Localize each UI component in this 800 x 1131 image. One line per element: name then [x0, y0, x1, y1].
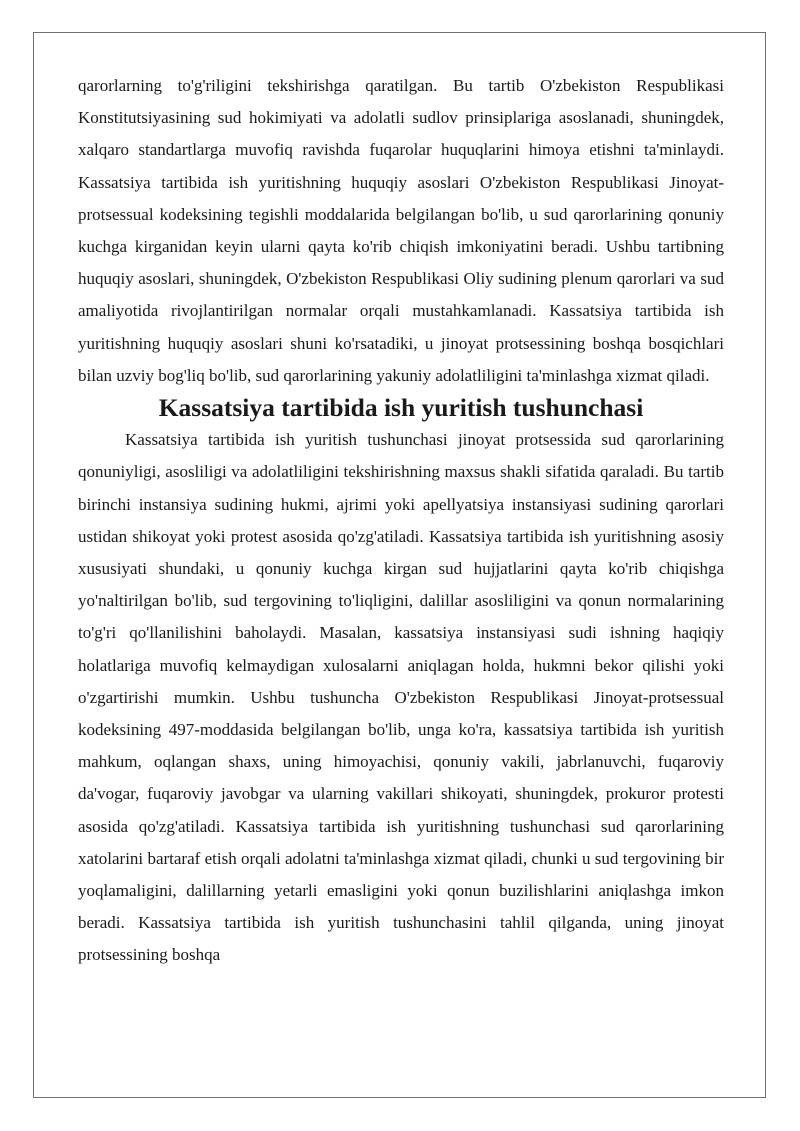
paragraph-cassation-concept: Kassatsiya tartibida ish yuritish tushunchasi jinoyat protsessida sud qarorlarining qonuniyligi, asosliligi va adolatliligini tekshirishning maxsus shakli sifatida qaraladi. Bu tartib birinchi instansiya sudining hukmi, ajrimi yoki apellyatsiya instansiyasi sudining qarorlari ustidan shikoyat yoki protest asosida qo'zg'atiladi. Kassatsiya tartibida ish yuritishning asosiy xususiyati shundaki, u qonuniy kuchga kirgan sud hujjatlarini qayta ko'rib chiqishga yo'naltirilgan bo'lib, sud tergovining to'liqligini, dalillar asosliligini va qonun normalarining to'g'ri qo'llanilishini baholaydi. Masalan, kassatsiya instansiyasi sudi ishning haqiqiy holatlariga muvofiq kelmaydigan xulosalarni aniqlagan holda, hukmni bekor qilishi yoki o'zgartirishi mumkin. Ushbu tushuncha O'zbekiston Respublikasi Jinoyat-protsessual kodeksining 497-moddasida belgilangan bo'lib, unga ko'ra, kassatsiya tartibida ish yuritish mahkum, oqlangan shaxs, uning himoyachisi, qonuniy vakili, jabrlanuvchi, fuqaroviy da'vogar, fuqaroviy javobgar va ularning vakillari shikoyati, shuningdek, prokuror protesti asosida qo'zg'atiladi. Kassatsiya tartibida ish yuritishning tushunchasi sud qarorlarining xatolarini bartaraf etish orqali adolatni ta'minlashga xizmat qiladi, chunki u sud tergovining bir yoqlamaligini, dalillarning yetarli emasligini yoki qonun buzilishlarini aniqlashga imkon beradi. Kassatsiya tartibida ish yuritish tushunchasini tahlil qilganda, uning jinoyat protsessining boshqa: [78, 430, 724, 965]
section-heading: Kassatsiya tartibida ish yuritish tushunchasi: [158, 393, 644, 423]
document-body: [78, 70, 724, 972]
paragraph-legal-basis: qarorlarning to'g'riligini tekshirishga qaratilgan. Bu tartib O'zbekiston Respublikasi Konstitutsiyasining sud hokimiyati va adolatli sudlov prinsiplariga asoslanadi, shuningdek, xalqaro standartlarga muvofiq ravishda fuqarolar huquqlarini himoya etishni ta'minlaydi. Kassatsiya tartibida ish yuritishning huquqiy asoslari O'zbekiston Respublikasi Jinoyat-protsessual kodeksining tegishli moddalarida belgilangan bo'lib, u sud qarorlarining qonuniy kuchga kirganidan keyin ularni qayta ko'rib chiqish imkoniyatini beradi. Ushbu tartibning huquqiy asoslari, shuningdek, O'zbekiston Respublikasi Oliy sudining plenum qarorlari va sud amaliyotida rivojlantirilgan normalar orqali mustahkamlanadi. Kassatsiya tartibida ish yuritishning huquqiy asoslari shuni ko'rsatadiki, u jinoyat protsessining boshqa bosqichlari bilan uzviy bog'liq bo'lib, sud qarorlarining yakuniy adolatliligini ta'minlashga xizmat qiladi.: [78, 76, 724, 385]
